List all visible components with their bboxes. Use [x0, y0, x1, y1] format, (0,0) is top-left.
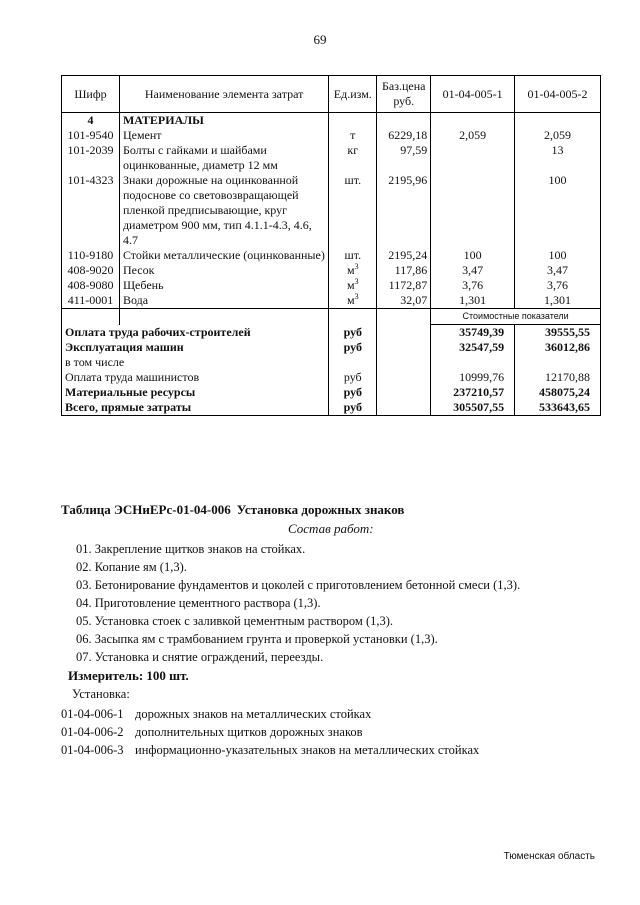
summary-label: Стоимостные показатели: [431, 309, 601, 325]
variant-text: дополнительных щитков дорожных знаков: [135, 725, 363, 739]
table-row: [62, 278, 601, 293]
separator-cell: [62, 309, 120, 325]
summary-row: [62, 370, 601, 385]
row-value-2: 2,059: [515, 128, 601, 143]
summary-row: [62, 355, 601, 370]
separator-cell: [377, 309, 431, 325]
row-unit-text: шт.: [344, 173, 362, 187]
page-number: 69: [313, 32, 327, 47]
summary-value-1: 237210,57: [431, 385, 515, 400]
header-unit: Ед.изм.: [329, 76, 377, 113]
summary-value-2: [515, 355, 601, 370]
table-row: [62, 248, 601, 263]
summary-name: Всего, прямые затраты: [62, 400, 329, 416]
meter: Измеритель: 100 шт.: [68, 668, 189, 683]
table-header-row: [62, 76, 601, 113]
row-value-2: 3,47: [515, 263, 601, 278]
work-item: 02. Копание ям (1,3).: [76, 560, 187, 574]
variant-text: информационно-указательных знаков на металлических стойках: [135, 743, 480, 757]
table-body: [62, 113, 601, 416]
summary-value-1: [431, 355, 515, 370]
row-value-2: 100: [515, 248, 601, 263]
summary-value-2: 39555,55: [515, 325, 601, 341]
row-price: 2195,24: [377, 248, 431, 263]
row-code: 101-4323: [62, 173, 120, 248]
table-row: [62, 293, 601, 309]
summary-value-1: 35749,39: [431, 325, 515, 341]
summary-value-2: 533643,65: [515, 400, 601, 416]
summary-price-cell: [377, 385, 431, 400]
summary-name: Материальные ресурсы: [62, 385, 329, 400]
row-value-1: 1,301: [431, 293, 515, 309]
row-code: 408-9080: [62, 278, 120, 293]
summary-value-2: 36012,86: [515, 340, 601, 355]
work-item: 03. Бетонирование фундаментов и цоколей с приготовлением бетонной смеси (1,3).: [76, 578, 521, 592]
summary-value-1: 10999,76: [431, 370, 515, 385]
row-code: 101-2039: [62, 143, 120, 173]
work-item: 06. Засыпка ям с трамбованием грунта и проверкой установки (1,3).: [76, 632, 438, 646]
summary-name: Оплата труда машинистов: [62, 370, 329, 385]
row-price: 2195,96: [377, 173, 431, 248]
section-row: [62, 113, 601, 129]
row-price: 32,07: [377, 293, 431, 309]
separator-cell: [329, 309, 377, 325]
resource-table: [61, 75, 601, 416]
row-unit-text: т: [350, 128, 356, 142]
row-unit-text: м: [346, 293, 355, 307]
variant-code: 01-04-006-2: [61, 725, 124, 739]
summary-name: Эксплуатация машин: [62, 340, 329, 355]
row-value-2: 1,301: [515, 293, 601, 309]
summary-price-cell: [377, 355, 431, 370]
row-unit-text: шт.: [344, 248, 362, 262]
summary-name: Оплата труда рабочих-строителей: [62, 325, 329, 341]
summary-price-cell: [377, 325, 431, 341]
row-unit: [329, 293, 377, 309]
row-name: Вода: [119, 293, 328, 309]
summary-unit: руб: [329, 370, 377, 385]
summary-value-1: 305507,55: [431, 400, 515, 416]
row-value-1: 2,059: [431, 128, 515, 143]
summary-price-cell: [377, 340, 431, 355]
summary-row: [62, 325, 601, 341]
row-price: 117,86: [377, 263, 431, 278]
summary-value-1: 32547,59: [431, 340, 515, 355]
summary-unit: руб: [329, 340, 377, 355]
row-name: Знаки дорожные на оцинкованной подоснове со световозвращающей пленкой предписывающие, круг диаметром 900 мм, тип 4.1.1-4.3, 4.6, 4.7: [119, 173, 328, 248]
summary-row: [62, 400, 601, 416]
section-name: МАТЕРИАЛЫ: [119, 113, 328, 129]
row-unit-sup: 3: [354, 292, 359, 301]
row-code: 110-9180: [62, 248, 120, 263]
row-unit-sup: 3: [354, 277, 359, 286]
header-variant-2: 01-04-005-2: [515, 76, 601, 113]
summary-separator-row: [62, 309, 601, 325]
work-item: 05. Установка стоек с заливкой цементным раствором (1,3).: [76, 614, 394, 628]
separator-cell: [119, 309, 328, 325]
work-item: 07. Установка и снятие ограждений, переезды.: [76, 650, 324, 664]
row-value-1: [431, 173, 515, 248]
row-unit-text: м: [346, 263, 355, 277]
row-unit: [329, 263, 377, 278]
summary-row: [62, 385, 601, 400]
summary-value-2: 458075,24: [515, 385, 601, 400]
row-name: Стойки металлические (оцинкованные): [119, 248, 328, 263]
summary-value-2: 12170,88: [515, 370, 601, 385]
variant-item: [61, 741, 479, 759]
row-code: 411-0001: [62, 293, 120, 309]
row-value-1: [431, 143, 515, 173]
row-price: 6229,18: [377, 128, 431, 143]
work-item: 01. Закрепление щитков знаков на стойках.: [76, 542, 306, 556]
summary-unit: руб: [329, 385, 377, 400]
work-section-title: Состав работ:: [288, 521, 374, 536]
table-title: [61, 502, 404, 518]
row-value-1: 3,76: [431, 278, 515, 293]
row-code: 408-9020: [62, 263, 120, 278]
table-title-code: Таблица ЭСНиЕРс-01-04-006: [61, 502, 231, 517]
work-list: [76, 540, 520, 666]
row-name: Болты с гайками и шайбами оцинкованные, диаметр 12 мм: [119, 143, 328, 173]
row-value-2: 100: [515, 173, 601, 248]
row-price: 97,59: [377, 143, 431, 173]
summary-price-cell: [377, 370, 431, 385]
row-value-2: 13: [515, 143, 601, 173]
variant-code: 01-04-006-1: [61, 707, 124, 721]
footer-region: Тюменская область: [503, 851, 595, 862]
row-name: Щебень: [119, 278, 328, 293]
summary-unit: руб: [329, 325, 377, 341]
summary-price-cell: [377, 400, 431, 416]
row-unit-text: кг: [347, 143, 359, 157]
summary-unit: руб: [329, 400, 377, 416]
row-name: Цемент: [119, 128, 328, 143]
table-row: [62, 128, 601, 143]
variant-item: [61, 723, 479, 741]
install-label: Установка:: [72, 687, 130, 701]
section-code: 4: [62, 113, 120, 129]
row-unit: [329, 248, 377, 263]
table-row: [62, 173, 601, 248]
header-price: Баз.цена руб.: [377, 76, 431, 113]
row-name: Песок: [119, 263, 328, 278]
header-variant-1: 01-04-005-1: [431, 76, 515, 113]
summary-unit: [329, 355, 377, 370]
table-title-name: Установка дорожных знаков: [236, 502, 405, 517]
row-unit-text: м: [346, 278, 355, 292]
summary-name: в том числе: [62, 355, 329, 370]
variant-text: дорожных знаков на металлических стойках: [135, 707, 372, 721]
row-code: 101-9540: [62, 128, 120, 143]
work-item: 04. Приготовление цементного раствора (1,3).: [76, 596, 321, 610]
row-unit: [329, 143, 377, 173]
variant-item: [61, 705, 479, 723]
row-unit: [329, 278, 377, 293]
variant-code: 01-04-006-3: [61, 743, 124, 757]
row-price: 1172,87: [377, 278, 431, 293]
row-unit: [329, 128, 377, 143]
row-value-1: 100: [431, 248, 515, 263]
header-code: Шифр: [62, 76, 120, 113]
summary-row: [62, 340, 601, 355]
row-value-1: 3,47: [431, 263, 515, 278]
variant-list: [61, 705, 479, 759]
table-row: [62, 143, 601, 173]
table-row: [62, 263, 601, 278]
header-name: Наименование элемента затрат: [119, 76, 328, 113]
row-value-2: 3,76: [515, 278, 601, 293]
row-unit-sup: 3: [354, 262, 359, 271]
row-unit: [329, 173, 377, 248]
